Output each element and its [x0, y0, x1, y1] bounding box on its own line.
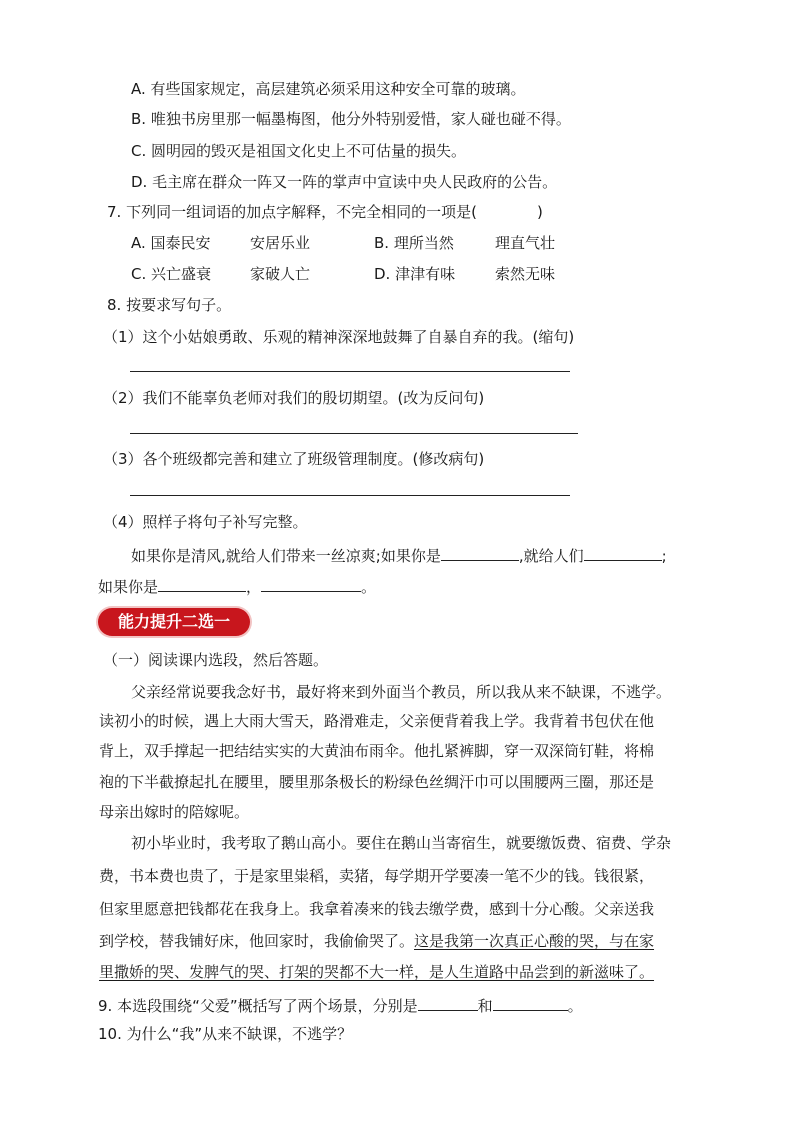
passage-p2-line4: 到学校，替我铺好床，他回家时，我偷偷哭了。这是我第一次真正心酸的哭，与在家	[99, 932, 655, 950]
q7-stem: 7. 下列同一组词语的加点字解释，不完全相同的一项是( )	[107, 203, 543, 221]
q7-option-a1: A. 国泰民安	[131, 234, 211, 252]
q6-option-d: D. 毛主席在群众一阵又一阵的掌声中宣读中央人民政府的公告。	[131, 173, 558, 191]
q6-option-a: A. 有些国家规定，高层建筑必须采用这种安全可靠的玻璃。	[131, 80, 526, 98]
q7-option-a2: 安居乐业	[250, 234, 311, 252]
passage-p1-line2: 读初小的时候，遇上大雨大雪天，路滑难走，父亲便背着我上学。我背着书包伏在他	[99, 712, 655, 730]
q8-sub4-blank-3[interactable]	[158, 575, 246, 592]
q10-stem: 10. 为什么“我”从来不缺课，不逃学？	[98, 1025, 353, 1043]
q9-blank-2[interactable]	[493, 994, 568, 1011]
q8-stem: 8. 按要求写句子。	[107, 296, 232, 314]
q7-option-b1: B. 理所当然	[374, 234, 454, 252]
passage-p1-line1: 父亲经常说要我念好书，最好将来到外面当个教员，所以我从来不缺课，不逃学。	[131, 683, 672, 701]
q7-option-d2: 索然无味	[495, 265, 556, 283]
q8-sub2: （2）我们不能辜负老师对我们的殷切期望。(改为反问句)	[103, 389, 485, 407]
q8-sub4-blank-4[interactable]	[261, 575, 361, 592]
q6-option-b: B. 唯独书房里那一幅墨梅图，他分外特别爱惜，家人碰也碰不得。	[131, 110, 571, 128]
q8-sub4: （4）照样子将句子补写完整。	[103, 513, 308, 531]
passage-p2-line2: 费，书本费也贵了，于是家里粜稻，卖猪，每学期开学要凑一笔不少的钱。钱很紧，	[99, 867, 655, 885]
q7-option-b2: 理直气壮	[495, 234, 556, 252]
q8-sub4-line1: 如果你是清风,就给人们带来一丝凉爽;如果你是 ,就给人们 ;	[131, 544, 667, 566]
passage-p1-line4: 袍的下半截撩起扎在腰里，腰里那条极长的粉绿色丝绸汗巾可以围腰两三圈，那还是	[99, 773, 655, 791]
q8-sub4-blank-2[interactable]	[584, 544, 662, 561]
reading-part-title: （一）阅读课内选段，然后答题。	[103, 651, 329, 669]
q8-sub1-answer-line[interactable]	[130, 371, 570, 372]
q8-sub3-answer-line[interactable]	[130, 495, 570, 496]
passage-p2-line3: 但家里愿意把钱都花在我身上。我拿着凑来的钱去缴学费，感到十分心酸。父亲送我	[99, 900, 655, 918]
q7-option-d1: D. 津津有味	[374, 265, 456, 283]
q7-option-c2: 家破人亡	[250, 265, 311, 283]
passage-p1-line5: 母亲出嫁时的陪嫁呢。	[99, 803, 250, 821]
q9-stem: 9. 本选段围绕“父爱”概括写了两个场景，分别是 和 。	[98, 994, 583, 1016]
passage-p2-line1: 初小毕业时，我考取了鹅山高小。要住在鹅山当寄宿生，就要缴饭费、宿费、学杂	[131, 834, 672, 852]
q8-sub3: （3）各个班级都完善和建立了班级管理制度。(修改病句)	[103, 450, 485, 468]
q7-option-c1: C. 兴亡盛衰	[131, 265, 212, 283]
underlined-sentence-part1: 这是我第一次真正心酸的哭，与在家	[414, 932, 655, 950]
q8-sub1: （1）这个小姑娘勇敢、乐观的精神深深地鼓舞了自暴自弃的我。(缩句)	[103, 328, 575, 346]
passage-p1-line3: 背上，双手撑起一把结结实实的大黄油布雨伞。他扎紧裤脚，穿一双深筒钉鞋，将棉	[99, 742, 655, 760]
q9-blank-1[interactable]	[418, 994, 478, 1011]
underlined-sentence-part2: 里撒娇的哭、发脾气的哭、打架的哭都不大一样，是人生道路中品尝到的新滋味了。	[99, 963, 655, 981]
q6-option-c: C. 圆明园的毁灭是祖国文化史上不可估量的损失。	[131, 142, 467, 160]
section-banner: 能力提升二选一	[98, 608, 250, 636]
q8-sub4-blank-1[interactable]	[441, 544, 519, 561]
q8-sub4-line2: 如果你是 ， 。	[98, 575, 376, 597]
q8-sub2-answer-line[interactable]	[130, 433, 578, 434]
